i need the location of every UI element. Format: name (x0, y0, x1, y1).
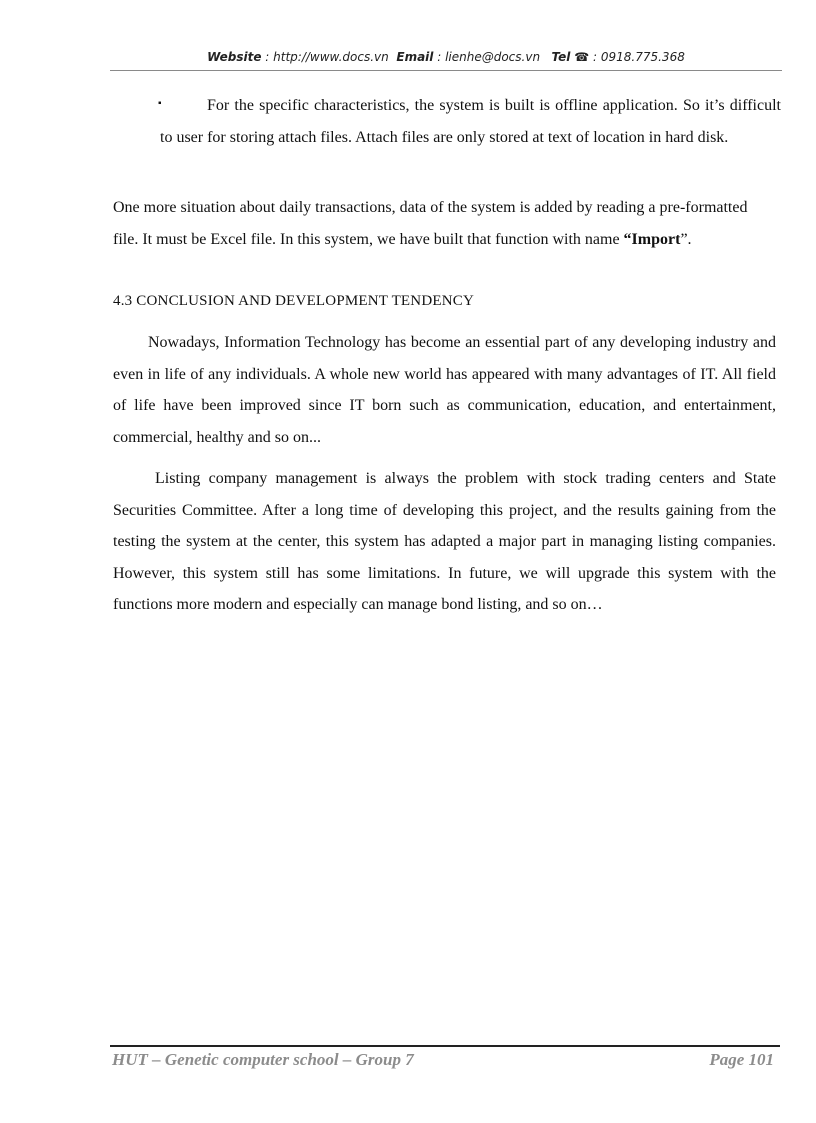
phone-icon: ☎ (574, 50, 590, 64)
import-paragraph (113, 192, 753, 255)
bullet-text: For the specific characteristics, the system is built is offline application. So it’s difficult to user for storing attach files. Attach files are only stored at text of location in hard disk. (160, 97, 781, 146)
bullet-item (160, 90, 781, 153)
conclusion-paragraph: Listing company management is always the problem with stock trading centers and State Securities Committee. After a long time of developing this project, and the results gaining from the testing the system at the center, this system has adapted a major part in managing listing companies. However, this system still has some limitations. In future, we will upgrade this system with the functions more modern and especially can manage bond listing, and so on… (113, 470, 776, 613)
header-divider (110, 70, 782, 71)
import-paragraph-text: One more situation about daily transactions, data of the system is added by reading a pre-formatted file. It must be Excel file. In this system, we have built that function with name (113, 199, 748, 248)
import-term: Import (631, 230, 681, 248)
website-separator: : (261, 50, 274, 64)
intro-paragraph: Nowadays, Information Technology has become an essential part of any developing industry and even in life of any individuals. A whole new world has appeared with many advantages of IT. All field of life have been improved since IT born such as communication, education, and entertainment, commercial, healthy and so on... (113, 334, 776, 446)
page-header (110, 50, 782, 64)
tel-label: Tel (551, 50, 571, 64)
email-label: Email (396, 50, 434, 64)
website-url[interactable]: http://www.docs.vn (273, 50, 389, 64)
import-open-quote: “ (623, 230, 632, 248)
square-bullet-icon: ▪ (158, 98, 162, 109)
tel-separator: : (589, 50, 601, 64)
email-separator: : (433, 50, 446, 64)
website-label: Website (207, 50, 262, 64)
tel-number: 0918.775.368 (600, 50, 685, 64)
import-close: ”. (680, 230, 692, 248)
footer-divider (110, 1045, 780, 1047)
section-heading: 4.3 CONCLUSION AND DEVELOPMENT TENDENCY (113, 293, 474, 309)
page-number: Page 101 (709, 1050, 774, 1069)
email-address[interactable]: lienhe@docs.vn (445, 50, 541, 64)
footer-school: HUT – Genetic computer school – Group 7 (112, 1050, 414, 1069)
